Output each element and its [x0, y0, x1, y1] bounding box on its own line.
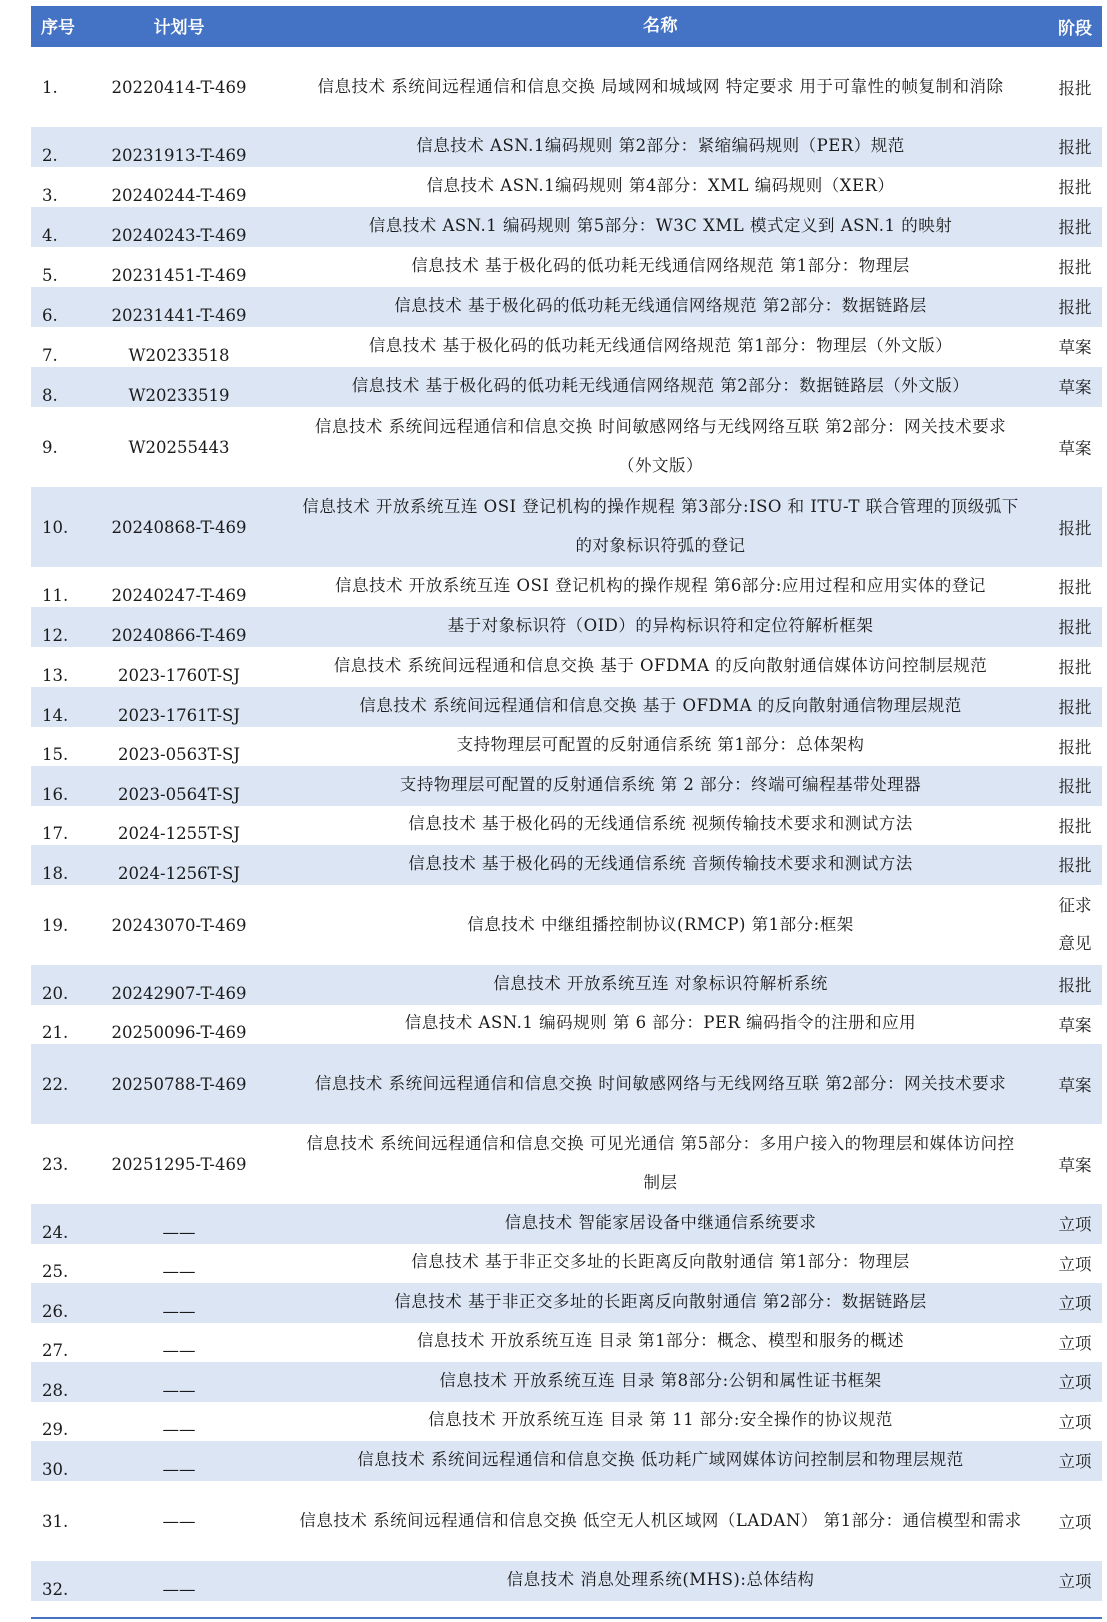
row-plan-number: 2024-1255T-SJ [118, 824, 240, 843]
row-stage: 立项 [1058, 1215, 1092, 1234]
table-row [31, 1323, 1102, 1362]
table-row [31, 367, 1102, 407]
header-stage: 阶段 [1058, 19, 1092, 39]
row-stage: 立项 [1058, 1572, 1092, 1591]
row-plan-number: 2023-0563T-SJ [118, 745, 240, 764]
row-stage: 报批 [1058, 258, 1092, 277]
row-stage: 立项 [1058, 1294, 1092, 1313]
row-seq: 4. [42, 226, 58, 245]
row-name: 信息技术 基于极化码的低功耗无线通信网络规范 第2部分：数据链路层（外文版） [351, 376, 970, 395]
row-stage: 草案 [1058, 378, 1092, 397]
table-row [31, 1005, 1102, 1044]
table-row [31, 487, 1102, 567]
row-name: 信息技术 系统间远程通信和信息交换 时间敏感网络与无线网络互联 第2部分：网关技术要求 [314, 1073, 1007, 1093]
table-row [31, 1283, 1102, 1323]
row-seq: 27. [42, 1341, 69, 1360]
row-plan-number: 2023-1761T-SJ [118, 706, 240, 725]
row-stage: 立项 [1058, 1452, 1092, 1471]
row-name: 信息技术 基于极化码的低功耗无线通信网络规范 第2部分：数据链路层 [394, 296, 927, 315]
header-seq: 序号 [41, 18, 75, 38]
row-stage: 报批 [1058, 138, 1092, 157]
table-row [31, 287, 1102, 327]
row-plan-number: 20240243-T-469 [111, 226, 247, 245]
table-row [31, 1561, 1102, 1601]
table-bottom-rule [31, 1617, 1102, 1619]
row-seq: 11. [42, 586, 69, 605]
table-row [31, 806, 1102, 845]
row-plan-number: —— [162, 1580, 196, 1599]
row-name: 信息技术 基于极化码的低功耗无线通信网络规范 第1部分：物理层 [411, 256, 910, 275]
row-name: 信息技术 基于非正交多址的长距离反向散射通信 第1部分：物理层 [411, 1252, 910, 1271]
row-seq: 19. [42, 915, 69, 935]
row-stage: 报批 [1058, 976, 1092, 995]
row-name: 信息技术 系统间远程通信和信息交换 局域网和城域网 特定要求 用于可靠性的帧复制和消除 [317, 76, 1004, 96]
row-plan-number: —— [162, 1302, 196, 1321]
table-row [31, 407, 1102, 487]
row-stage: 草案 [1058, 1156, 1092, 1175]
row-seq: 8. [42, 386, 58, 405]
row-plan-number: 20231451-T-469 [111, 266, 247, 285]
row-stage: 立项 [1058, 1373, 1092, 1392]
row-seq: 9. [42, 437, 58, 457]
row-stage: 草案 [1058, 1016, 1092, 1035]
table-row [31, 1362, 1102, 1402]
row-plan-number: 20243070-T-469 [111, 915, 247, 935]
row-plan-number: 20240247-T-469 [111, 586, 247, 605]
row-stage: 报批 [1058, 618, 1092, 637]
row-stage: 立项 [1058, 1513, 1092, 1532]
table-row [31, 885, 1102, 965]
row-seq: 3. [42, 186, 58, 205]
row-plan-number: 20231913-T-469 [111, 146, 247, 165]
row-name: 信息技术 ASN.1编码规则 第4部分：XML 编码规则（XER） [426, 176, 895, 195]
row-seq: 12. [42, 626, 69, 645]
row-seq: 10. [42, 517, 69, 537]
row-name: 信息技术 系统间远程通信和信息交换 可见光通信 第5部分：多用户接入的物理层和媒体访问控制层 [306, 1134, 1015, 1192]
table-row [31, 47, 1102, 127]
row-seq: 21. [42, 1023, 69, 1042]
table-row [31, 845, 1102, 885]
row-plan-number: 20250096-T-469 [111, 1023, 247, 1042]
row-seq: 31. [42, 1511, 69, 1531]
row-plan-number: 20231441-T-469 [111, 306, 247, 325]
table-row [31, 647, 1102, 687]
row-name: 基于对象标识符（OID）的异构标识符和定位符解析框架 [447, 616, 874, 635]
row-stage: 立项 [1058, 1413, 1092, 1432]
row-name: 信息技术 开放系统互连 目录 第1部分：概念、模型和服务的概述 [416, 1331, 905, 1350]
table-row [31, 127, 1102, 167]
row-stage: 报批 [1058, 738, 1092, 757]
table-row [31, 1481, 1102, 1561]
row-plan-number: 2023-1760T-SJ [118, 666, 240, 685]
row-stage: 立项 [1058, 1255, 1092, 1274]
row-stage: 报批 [1058, 856, 1092, 875]
row-stage: 报批 [1058, 658, 1092, 677]
row-name: 信息技术 系统间远程通和信息交换 基于 OFDMA 的反向散射通信媒体访问控制层规范 [333, 656, 988, 675]
row-plan-number: —— [162, 1341, 196, 1360]
row-name: 支持物理层可配置的反射通信系统 第1部分：总体架构 [456, 735, 865, 754]
row-name: 支持物理层可配置的反射通信系统 第 2 部分：终端可编程基带处理器 [399, 775, 922, 794]
row-seq: 17. [42, 824, 69, 843]
row-seq: 18. [42, 864, 69, 883]
row-seq: 7. [42, 346, 58, 365]
table-row [31, 167, 1102, 207]
row-stage: 报批 [1058, 698, 1092, 717]
row-name: 信息技术 基于极化码的无线通信系统 视频传输技术要求和测试方法 [408, 814, 913, 833]
row-seq: 5. [42, 266, 58, 285]
row-name: 信息技术 基于极化码的低功耗无线通信网络规范 第1部分：物理层（外文版） [368, 336, 953, 355]
row-name: 信息技术 中继组播控制协议(RMCP) 第1部分:框架 [467, 914, 854, 934]
row-seq: 15. [42, 745, 69, 764]
row-stage: 报批 [1058, 578, 1092, 597]
row-stage: 报批 [1058, 218, 1092, 237]
row-stage: 草案 [1058, 1076, 1092, 1095]
table-row [31, 207, 1102, 247]
row-plan-number: W20255443 [128, 437, 230, 457]
table-row [31, 327, 1102, 367]
row-seq: 23. [42, 1154, 69, 1174]
row-name: 信息技术 智能家居设备中继通信系统要求 [504, 1213, 817, 1232]
row-name: 信息技术 基于极化码的无线通信系统 音频传输技术要求和测试方法 [408, 854, 913, 873]
row-plan-number: —— [162, 1511, 196, 1531]
table-row [31, 965, 1102, 1005]
row-seq: 2. [42, 146, 58, 165]
row-seq: 30. [42, 1460, 69, 1479]
table-row [31, 1244, 1102, 1283]
row-name: 信息技术 开放系统互连 目录 第8部分:公钥和属性证书框架 [439, 1371, 882, 1390]
row-name: 信息技术 ASN.1 编码规则 第5部分：W3C XML 模式定义到 ASN.1 的映射 [368, 216, 953, 235]
row-name: 信息技术 系统间远程通信和信息交换 基于 OFDMA 的反向散射通信物理层规范 [359, 696, 962, 715]
row-stage-line: 意见 [1058, 934, 1092, 953]
row-name: 信息技术 开放系统互连 OSI 登记机构的操作规程 第6部分:应用过程和应用实体的登记 [335, 576, 986, 595]
table-body [31, 47, 1102, 1601]
row-name: 信息技术 系统间远程通信和信息交换 低空无人机区域网（LADAN） 第1部分：通信模型和需求 [299, 1510, 1022, 1530]
row-name: 信息技术 开放系统互连 对象标识符解析系统 [493, 974, 828, 993]
row-stage: 草案 [1058, 439, 1092, 458]
row-plan-number: —— [162, 1420, 196, 1439]
header-plan: 计划号 [153, 18, 205, 38]
standards-table [31, 6, 1102, 1601]
row-seq: 24. [42, 1223, 69, 1242]
row-plan-number: 20251295-T-469 [111, 1154, 247, 1174]
row-plan-number: —— [162, 1381, 196, 1400]
row-seq: 6. [42, 306, 58, 325]
row-name: 信息技术 系统间远程通信和信息交换 低功耗广域网媒体访问控制层和物理层规范 [357, 1450, 964, 1469]
row-stage: 报批 [1058, 298, 1092, 317]
table-row [31, 567, 1102, 607]
row-plan-number: 20240244-T-469 [111, 186, 247, 205]
row-seq: 13. [42, 666, 69, 685]
row-plan-number: 20242907-T-469 [111, 984, 247, 1003]
row-seq: 28. [42, 1381, 69, 1400]
row-stage: 报批 [1058, 178, 1092, 197]
row-stage: 报批 [1058, 817, 1092, 836]
table-row [31, 1204, 1102, 1244]
header-name: 名称 [643, 16, 678, 36]
row-stage-line: 征求 [1058, 896, 1092, 915]
row-name: 信息技术 ASN.1 编码规则 第 6 部分：PER 编码指令的注册和应用 [404, 1013, 917, 1032]
table-row [31, 1124, 1102, 1204]
row-stage: 报批 [1058, 79, 1092, 98]
row-plan-number: W20233519 [128, 386, 230, 405]
row-stage: 草案 [1058, 338, 1092, 357]
row-plan-number: 20220414-T-469 [111, 77, 247, 97]
row-plan-number: —— [162, 1223, 196, 1242]
table-row [31, 1402, 1102, 1441]
row-seq: 20. [42, 984, 69, 1003]
row-seq: 25. [42, 1262, 69, 1281]
table-header [31, 6, 1102, 47]
row-stage: 报批 [1058, 519, 1092, 538]
row-name: 信息技术 开放系统互连 目录 第 11 部分:安全操作的协议规范 [428, 1410, 893, 1429]
row-seq: 14. [42, 706, 69, 725]
row-plan-number: 20240866-T-469 [111, 626, 247, 645]
row-plan-number: 20240868-T-469 [111, 517, 247, 537]
row-plan-number: W20233518 [128, 346, 230, 365]
row-seq: 32. [42, 1580, 69, 1599]
row-stage [1048, 885, 1102, 965]
row-name: 信息技术 开放系统互连 OSI 登记机构的操作规程 第3部分:ISO 和 ITU-T 联合管理的顶级弧下的对象标识符弧的登记 [302, 497, 1019, 555]
row-plan-number: 20250788-T-469 [111, 1074, 247, 1094]
row-name: 信息技术 ASN.1编码规则 第2部分：紧缩编码规则（PER）规范 [416, 136, 905, 155]
row-seq: 16. [42, 785, 69, 804]
row-seq: 29. [42, 1420, 69, 1439]
table-row [31, 727, 1102, 766]
row-seq: 1. [42, 77, 58, 97]
row-name: 信息技术 消息处理系统(MHS):总体结构 [506, 1570, 815, 1589]
row-seq: 26. [42, 1302, 69, 1321]
row-seq: 22. [42, 1074, 69, 1094]
row-stage: 立项 [1058, 1334, 1092, 1353]
row-plan-number: —— [162, 1262, 196, 1281]
table-row [31, 1044, 1102, 1124]
row-stage: 报批 [1058, 777, 1092, 796]
row-name: 信息技术 系统间远程通信和信息交换 时间敏感网络与无线网络互联 第2部分：网关技术要求（外文版） [314, 417, 1007, 475]
row-plan-number: 2023-0564T-SJ [118, 785, 240, 804]
table-row [31, 247, 1102, 287]
row-plan-number: —— [162, 1460, 196, 1479]
table-row [31, 687, 1102, 727]
row-plan-number: 2024-1256T-SJ [118, 864, 240, 883]
table-row [31, 766, 1102, 806]
table-row [31, 607, 1102, 647]
row-name: 信息技术 基于非正交多址的长距离反向散射通信 第2部分：数据链路层 [394, 1292, 927, 1311]
table-row [31, 1441, 1102, 1481]
